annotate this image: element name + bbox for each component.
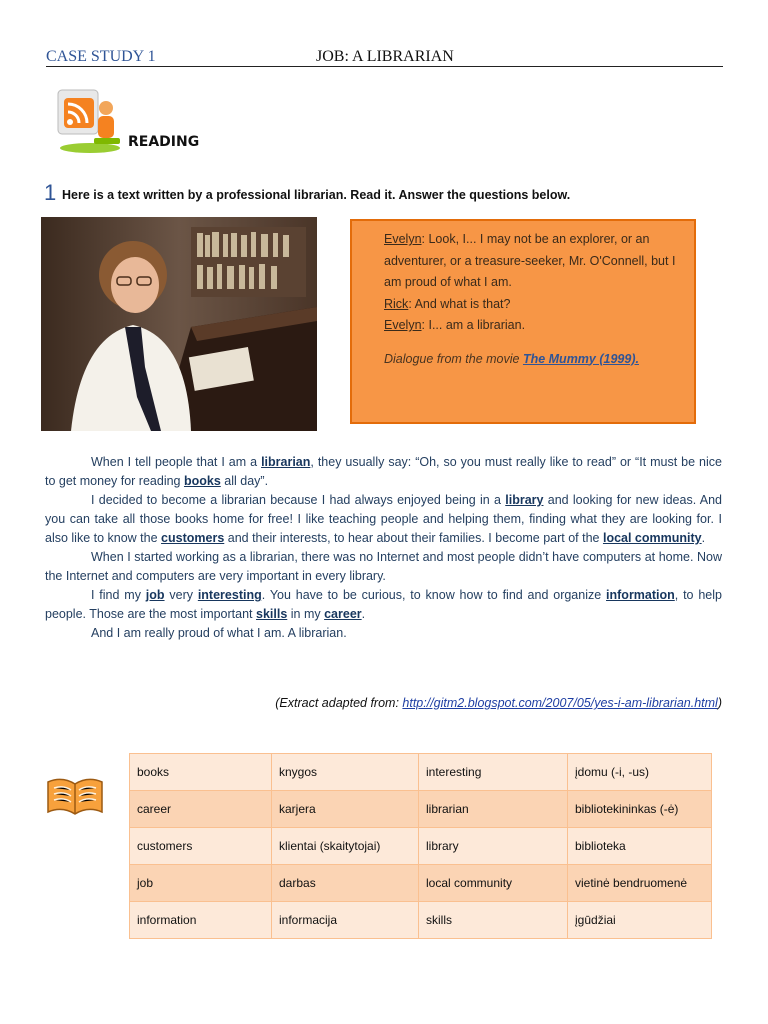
keyword-skills: skills: [256, 607, 288, 621]
vocabulary-table: [129, 753, 712, 939]
keyword-interesting: interesting: [197, 588, 262, 602]
paragraph-5: And I am really proud of what I am. A librarian.: [91, 626, 347, 640]
speaker-evelyn: Evelyn: [384, 232, 422, 246]
case-study-title: CASE STUDY 1: [46, 48, 156, 65]
keyword-information: information: [606, 588, 675, 602]
keyword-librarian: librarian: [261, 455, 311, 469]
paragraph-3: When I started working as a librarian, there was no Internet and most people didn’t have computers at home. Now the Internet and computers are very important in every library.: [45, 550, 722, 583]
table-row: information informacija skills įgūdžiai: [130, 902, 712, 939]
dialogue-line: [384, 294, 680, 316]
keyword-customers: customers: [161, 531, 225, 545]
table-row: job darbas local community vietinė bendruomenė: [130, 865, 712, 902]
header-rule: [46, 66, 723, 67]
speaker-rick: Rick: [384, 296, 409, 311]
article-body: [45, 453, 722, 643]
dialogue-box: [350, 219, 696, 424]
open-book-icon: [46, 776, 104, 816]
source-prefix: Dialogue from the movie: [384, 351, 523, 366]
keyword-job: job: [145, 588, 165, 602]
librarian-photo: [41, 217, 317, 431]
dialogue-text: : I... am a librarian.: [421, 318, 526, 332]
dialogue-source: [384, 349, 680, 371]
keyword-books: books: [183, 474, 221, 488]
dialogue-text: : Look, I... I may not be an explorer, or an adventurer, or a treasure-seeker, Mr. O'Connell, but I am proud of what I am.: [384, 232, 676, 289]
rss-reading-icon: [54, 82, 126, 154]
keyword-local-community: local community: [602, 531, 702, 545]
movie-link[interactable]: The Mummy (1999).: [522, 351, 639, 366]
paragraph-1: When I tell people that I am a librarian, they usually say: “Oh, so you must really like to read” or “It must be nice to get money for reading books all day”.: [45, 455, 722, 488]
table-row: books knygos interesting įdomu (-i, -us): [130, 754, 712, 791]
speaker-evelyn: Evelyn: [384, 318, 422, 332]
paragraph-4: I find my job very interesting. You have to be curious, to know how to find and organize information, to help people. Those are the most important skills in my career.: [45, 588, 722, 621]
source-url-link[interactable]: http://gitm2.blogspot.com/2007/05/yes-i-am-librarian.html: [402, 696, 718, 710]
keyword-library: library: [505, 493, 544, 507]
task-number: 1: [44, 180, 57, 205]
dialogue-line: [384, 229, 680, 294]
task-instruction: Here is a text written by a professional librarian. Read it. Answer the questions below.: [62, 188, 571, 202]
dialogue-line: [384, 315, 680, 337]
job-title: JOB: A LIBRARIAN: [316, 48, 454, 65]
extract-source: (Extract adapted from: http://gitm2.blogspot.com/2007/05/yes-i-am-librarian.html): [275, 696, 722, 710]
table-row: customers klientai (skaitytojai) library biblioteka: [130, 828, 712, 865]
keyword-career: career: [324, 607, 362, 621]
paragraph-2: I decided to become a librarian because I had always enjoyed being in a library and looking for new ideas. And you can take all those books home for free! I like teaching people and helping them, finding what they are looking for. I also like to know the customers and their interests, to hear about their families. I become part of the local community.: [45, 493, 722, 545]
table-row: career karjera librarian bibliotekininkas (-ė): [130, 791, 712, 828]
dialogue-text: : And what is that?: [408, 296, 511, 311]
reading-label: READING: [128, 134, 200, 150]
